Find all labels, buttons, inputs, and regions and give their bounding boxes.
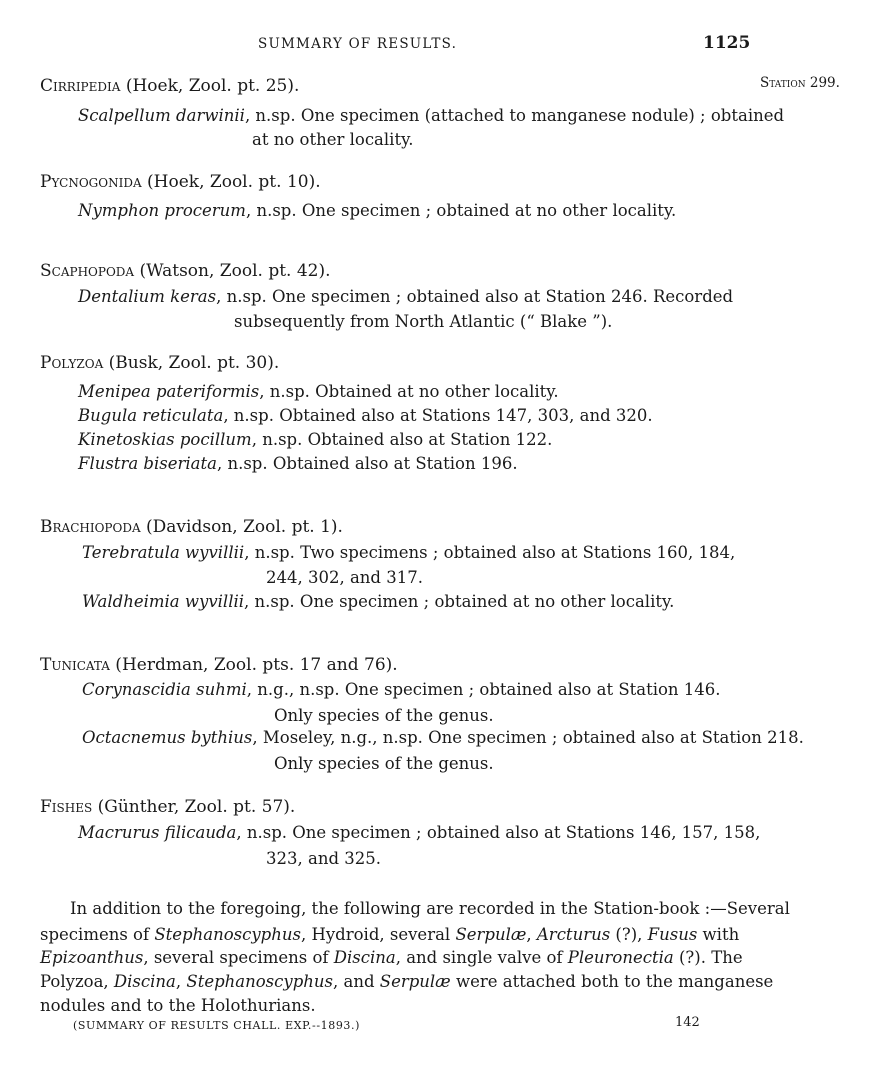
species-name: Scalpellum darwinii	[78, 106, 245, 125]
species-name: Macrurus filicauda	[78, 823, 237, 842]
species-entry	[78, 201, 676, 220]
species-name: Kinetoskias pocillum	[78, 430, 252, 449]
paragraph-line: Epizoanthus, several specimens of Discina, and single valve of Pleuronectia (?). The	[40, 948, 743, 967]
species-entry	[82, 728, 804, 747]
species-entry	[82, 680, 721, 699]
station-label: Station 299.	[760, 75, 840, 91]
species-note-continued: subsequently from North Atlantic (“ Blake ”).	[234, 312, 613, 331]
species-note: , n.sp. One specimen ; obtained at no other locality.	[245, 201, 677, 220]
species-entry	[82, 543, 735, 562]
species-entry	[78, 430, 552, 449]
group-heading-cirripedia	[40, 76, 299, 96]
group-name: Cirripedia	[40, 76, 121, 96]
species-entry	[82, 592, 674, 611]
species-note: , n.sp. Obtained also at Station 196.	[216, 454, 518, 473]
species-note: , n.sp. Obtained at no other locality.	[259, 382, 559, 401]
species-note-continued: at no other locality.	[252, 130, 414, 149]
group-name: Tunicata	[40, 655, 110, 675]
species-name: Nymphon procerum	[78, 201, 246, 220]
species-entry	[78, 454, 518, 473]
group-heading-polyzoa	[40, 353, 279, 373]
group-ref: (Busk, Zool. pt. 30).	[103, 353, 280, 373]
group-heading-brachiopoda	[40, 517, 343, 537]
species-note: , n.sp. Obtained also at Stations 147, 303, and 320.	[223, 406, 653, 425]
species-note: , n.sp. One specimen (attached to manganese nodule) ; obtained	[244, 106, 785, 125]
group-name: Scaphopoda	[40, 261, 135, 281]
species-entry	[78, 287, 733, 306]
species-name: Dentalium keras	[78, 287, 217, 306]
paragraph-line: specimens of Stephanoscyphus, Hydroid, several Serpulæ, Arcturus (?), Fusus with	[40, 925, 740, 944]
species-name: Terebratula wyvillii	[82, 543, 245, 562]
species-note: , n.sp. One specimen ; obtained at no other locality.	[244, 592, 675, 611]
species-entry	[78, 406, 653, 425]
species-note-continued: Only species of the genus.	[274, 754, 494, 773]
header-title: SUMMARY OF RESULTS.	[258, 36, 458, 52]
species-name: Bugula reticulata	[78, 406, 224, 425]
group-heading-tunicata	[40, 655, 398, 675]
species-note: , n.g., n.sp. One specimen ; obtained also at Station 146.	[246, 680, 721, 699]
species-entry	[78, 106, 784, 125]
group-name: Polyzoa	[40, 353, 104, 373]
species-note-continued: 323, and 325.	[266, 849, 381, 868]
group-heading-fishes	[40, 797, 295, 817]
signature-mark: 142	[675, 1015, 700, 1030]
paragraph-line: In addition to the foregoing, the following are recorded in the Station-book :—Several	[70, 899, 790, 918]
species-name: Waldheimia wyvillii	[82, 592, 245, 611]
group-ref: (Davidson, Zool. pt. 1).	[140, 517, 343, 537]
page-number: 1125	[703, 33, 751, 53]
species-note: , n.sp. Obtained also at Station 122.	[251, 430, 553, 449]
species-note: , n.sp. One specimen ; obtained also at Stations 146, 157, 158,	[236, 823, 761, 842]
species-entry	[78, 382, 559, 401]
species-name: Octacnemus bythius	[82, 728, 253, 747]
species-note-continued: Only species of the genus.	[274, 706, 494, 725]
group-name: Brachiopoda	[40, 517, 141, 537]
paragraph-line: nodules and to the Holothurians.	[40, 996, 316, 1015]
group-name: Pycnogonida	[40, 172, 142, 192]
species-name: Flustra biseriata	[78, 454, 217, 473]
group-ref: (Watson, Zool. pt. 42).	[134, 261, 331, 281]
group-ref: (Hoek, Zool. pt. 10).	[141, 172, 321, 192]
footer-imprint: (SUMMARY OF RESULTS CHALL. EXP.--1893.)	[73, 1019, 361, 1032]
group-name: Fishes	[40, 797, 93, 817]
species-note: , n.sp. Two specimens ; obtained also at Stations 160, 184,	[244, 543, 736, 562]
species-name: Menipea pateriformis	[78, 382, 260, 401]
species-note: , Moseley, n.g., n.sp. One specimen ; obtained also at Station 218.	[252, 728, 804, 747]
group-ref: (Günther, Zool. pt. 57).	[92, 797, 296, 817]
group-ref: (Hoek, Zool. pt. 25).	[120, 76, 300, 96]
species-entry	[78, 823, 760, 842]
group-ref: (Herdman, Zool. pts. 17 and 76).	[109, 655, 398, 675]
species-note-continued: 244, 302, and 317.	[266, 568, 423, 587]
paragraph-line: Polyzoa, Discina, Stephanoscyphus, and Serpulæ were attached both to the manganese	[40, 972, 774, 991]
group-heading-pycnogonida	[40, 172, 321, 192]
species-note: , n.sp. One specimen ; obtained also at Station 246. Recorded	[216, 287, 734, 306]
species-name: Corynascidia suhmi	[82, 680, 247, 699]
group-heading-scaphopoda	[40, 261, 331, 281]
